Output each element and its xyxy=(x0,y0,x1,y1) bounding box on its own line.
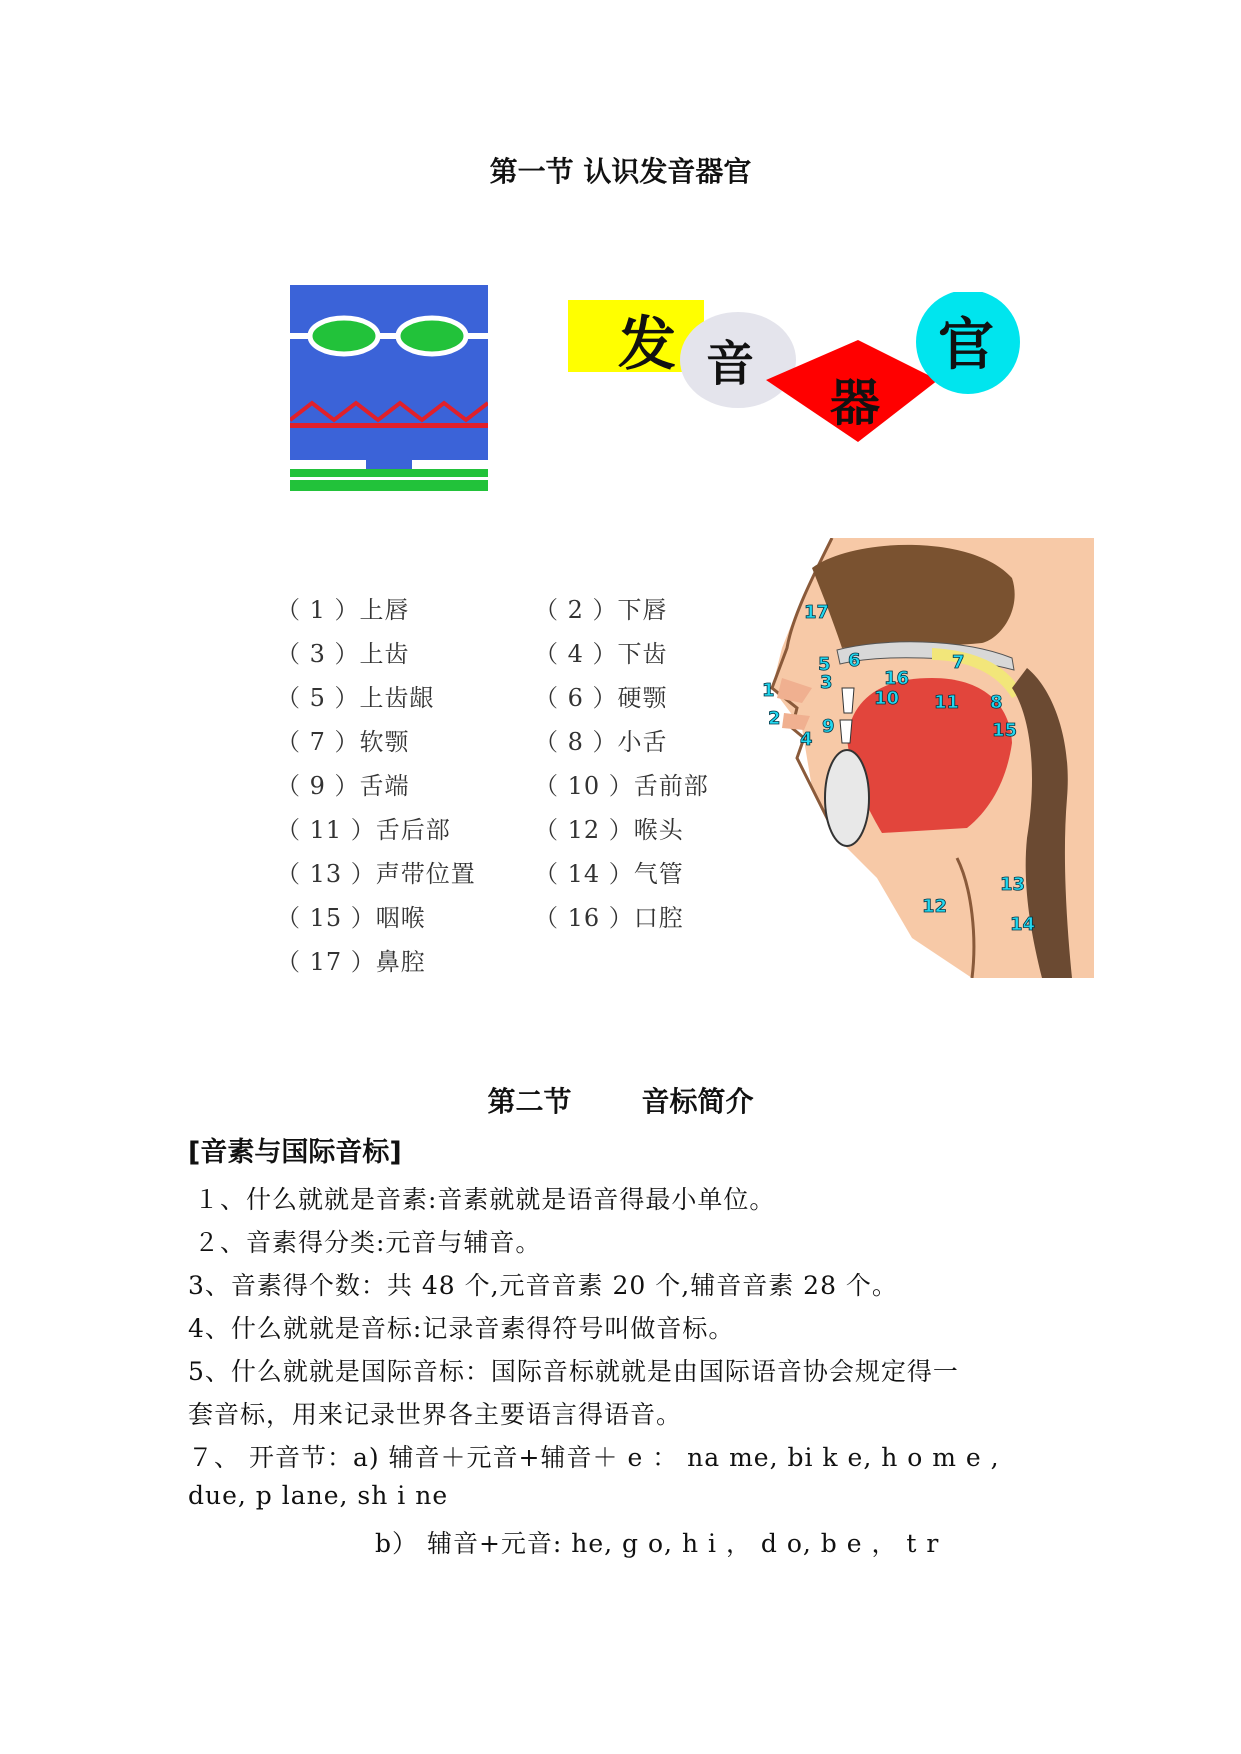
organ-name: 小舌 xyxy=(617,728,668,756)
diagram-label: 16 xyxy=(884,668,910,689)
text-line-2: ２、音素得分类:元音与辅音。 xyxy=(194,1228,542,1257)
organ-number: （ 7 ） xyxy=(276,728,360,756)
organ-item xyxy=(276,942,426,977)
organ-item xyxy=(534,634,668,669)
organ-name: 上唇 xyxy=(359,596,410,624)
diagram-label: 1 xyxy=(762,680,775,701)
organ-row xyxy=(276,854,746,898)
diagram-label: 2 xyxy=(768,708,781,729)
organ-number: （ 9 ） xyxy=(276,772,360,800)
organ-number: （ 16 ） xyxy=(534,904,634,932)
diagram-label: 6 xyxy=(848,650,861,671)
organ-row xyxy=(276,678,746,722)
organ-number: （ 10 ） xyxy=(534,772,634,800)
organ-name: 鼻腔 xyxy=(375,948,426,976)
organ-item xyxy=(276,898,426,933)
organ-list xyxy=(276,590,746,986)
diagram-label: 7 xyxy=(952,652,965,673)
organ-item xyxy=(534,722,668,757)
organ-name: 舌前部 xyxy=(633,772,709,800)
organ-number: （ 1 ） xyxy=(276,596,360,624)
organ-number: （ 12 ） xyxy=(534,816,634,844)
diagram-label: 4 xyxy=(800,729,813,750)
organ-row xyxy=(276,810,746,854)
logo-char-1: 发 xyxy=(618,310,677,378)
section1-title: 第一节 认识发音器官 xyxy=(489,155,752,188)
organ-number: （ 14 ） xyxy=(534,860,634,888)
organ-number: （ 2 ） xyxy=(534,596,618,624)
organ-name: 软颚 xyxy=(359,728,410,756)
organ-item xyxy=(276,678,435,713)
text-line-5: 5、什么就就是国际音标：国际音标就就是由国际语音协会规定得一 xyxy=(188,1357,959,1386)
organ-item xyxy=(276,590,410,625)
organ-name: 咽喉 xyxy=(375,904,426,932)
organ-row xyxy=(276,722,746,766)
organ-number: （ 17 ） xyxy=(276,948,376,976)
text-line-5-cont: 套音标，用来记录世界各主要语言得语音。 xyxy=(188,1400,683,1429)
organ-item xyxy=(276,634,410,669)
organ-name: 下唇 xyxy=(617,596,668,624)
organ-number: （ 3 ） xyxy=(276,640,360,668)
organ-item xyxy=(276,766,410,801)
diagram-label: 5 xyxy=(818,654,831,675)
organ-name: 硬颚 xyxy=(617,684,668,712)
organ-item xyxy=(534,678,668,713)
logo-char-2: 音 xyxy=(706,336,755,392)
diagram-label: 9 xyxy=(822,716,835,737)
text-line-1: １、什么就就是音素:音素就就是语音得最小单位。 xyxy=(194,1185,776,1214)
diagram-label: 14 xyxy=(1010,914,1036,935)
organ-row xyxy=(276,634,746,678)
section2-title-a: 第二节 xyxy=(487,1085,572,1118)
organ-name: 舌端 xyxy=(359,772,410,800)
organ-row xyxy=(276,766,746,810)
subheading: [音素与国际音标] xyxy=(188,1137,402,1168)
vocal-organs-diagram xyxy=(742,538,1094,978)
organ-name: 下齿 xyxy=(617,640,668,668)
diagram-label: 15 xyxy=(992,720,1018,741)
organ-item xyxy=(534,810,684,845)
text-line-4: 4、什么就就是音标:记录音素得符号叫做音标。 xyxy=(188,1314,735,1343)
logo-char-4: 官 xyxy=(938,313,994,378)
organ-name: 上齿龈 xyxy=(359,684,435,712)
organ-name: 气管 xyxy=(633,860,684,888)
text-line-7-b: b） 辅音+元音: he, g o, h i ， d o, b e ， t r xyxy=(375,1529,940,1558)
organ-name: 舌后部 xyxy=(375,816,451,844)
text-line-7-cont: due, p lane, sh i ne xyxy=(188,1481,449,1510)
diagram-label: 11 xyxy=(934,692,960,713)
organ-number: （ 5 ） xyxy=(276,684,360,712)
section2-title xyxy=(0,1080,1241,1120)
organ-item xyxy=(276,810,451,845)
organ-item xyxy=(534,590,668,625)
organ-row xyxy=(276,898,746,942)
organ-number: （ 11 ） xyxy=(276,816,376,844)
text-line-3: 3、音素得个数：共 48 个,元音音素 20 个,辅音音素 28 个。 xyxy=(188,1271,898,1300)
pronunciation-organs-logo xyxy=(568,292,1028,452)
organ-item xyxy=(276,722,410,757)
diagram-label: 12 xyxy=(922,896,948,917)
organ-number: （ 8 ） xyxy=(534,728,618,756)
organ-item xyxy=(534,766,709,801)
organ-item xyxy=(534,898,684,933)
organ-name: 口腔 xyxy=(633,904,684,932)
organ-number: （ 6 ） xyxy=(534,684,618,712)
organ-name: 喉头 xyxy=(633,816,684,844)
organ-item xyxy=(534,854,684,889)
diagram-label: 3 xyxy=(820,672,833,693)
organ-number: （ 15 ） xyxy=(276,904,376,932)
diagram-label: 8 xyxy=(990,692,1003,713)
organ-number: （ 13 ） xyxy=(276,860,376,888)
diagram-label: 17 xyxy=(804,602,830,623)
organ-number: （ 4 ） xyxy=(534,640,618,668)
organ-row xyxy=(276,590,746,634)
organ-name: 上齿 xyxy=(359,640,410,668)
organ-item xyxy=(276,854,476,889)
diagram-label: 13 xyxy=(1000,874,1026,895)
organ-name: 声带位置 xyxy=(375,860,476,888)
diagram-label: 10 xyxy=(874,688,900,709)
logo-char-3: 器 xyxy=(830,374,880,432)
organ-row xyxy=(276,942,746,986)
section2-title-b: 音标简介 xyxy=(641,1085,754,1118)
mascot-logo-icon xyxy=(290,285,488,493)
text-line-7: ７、 开音节：a) 辅音＋元音+辅音＋ e ： na me, bi k e, h o m e , xyxy=(188,1443,1000,1472)
